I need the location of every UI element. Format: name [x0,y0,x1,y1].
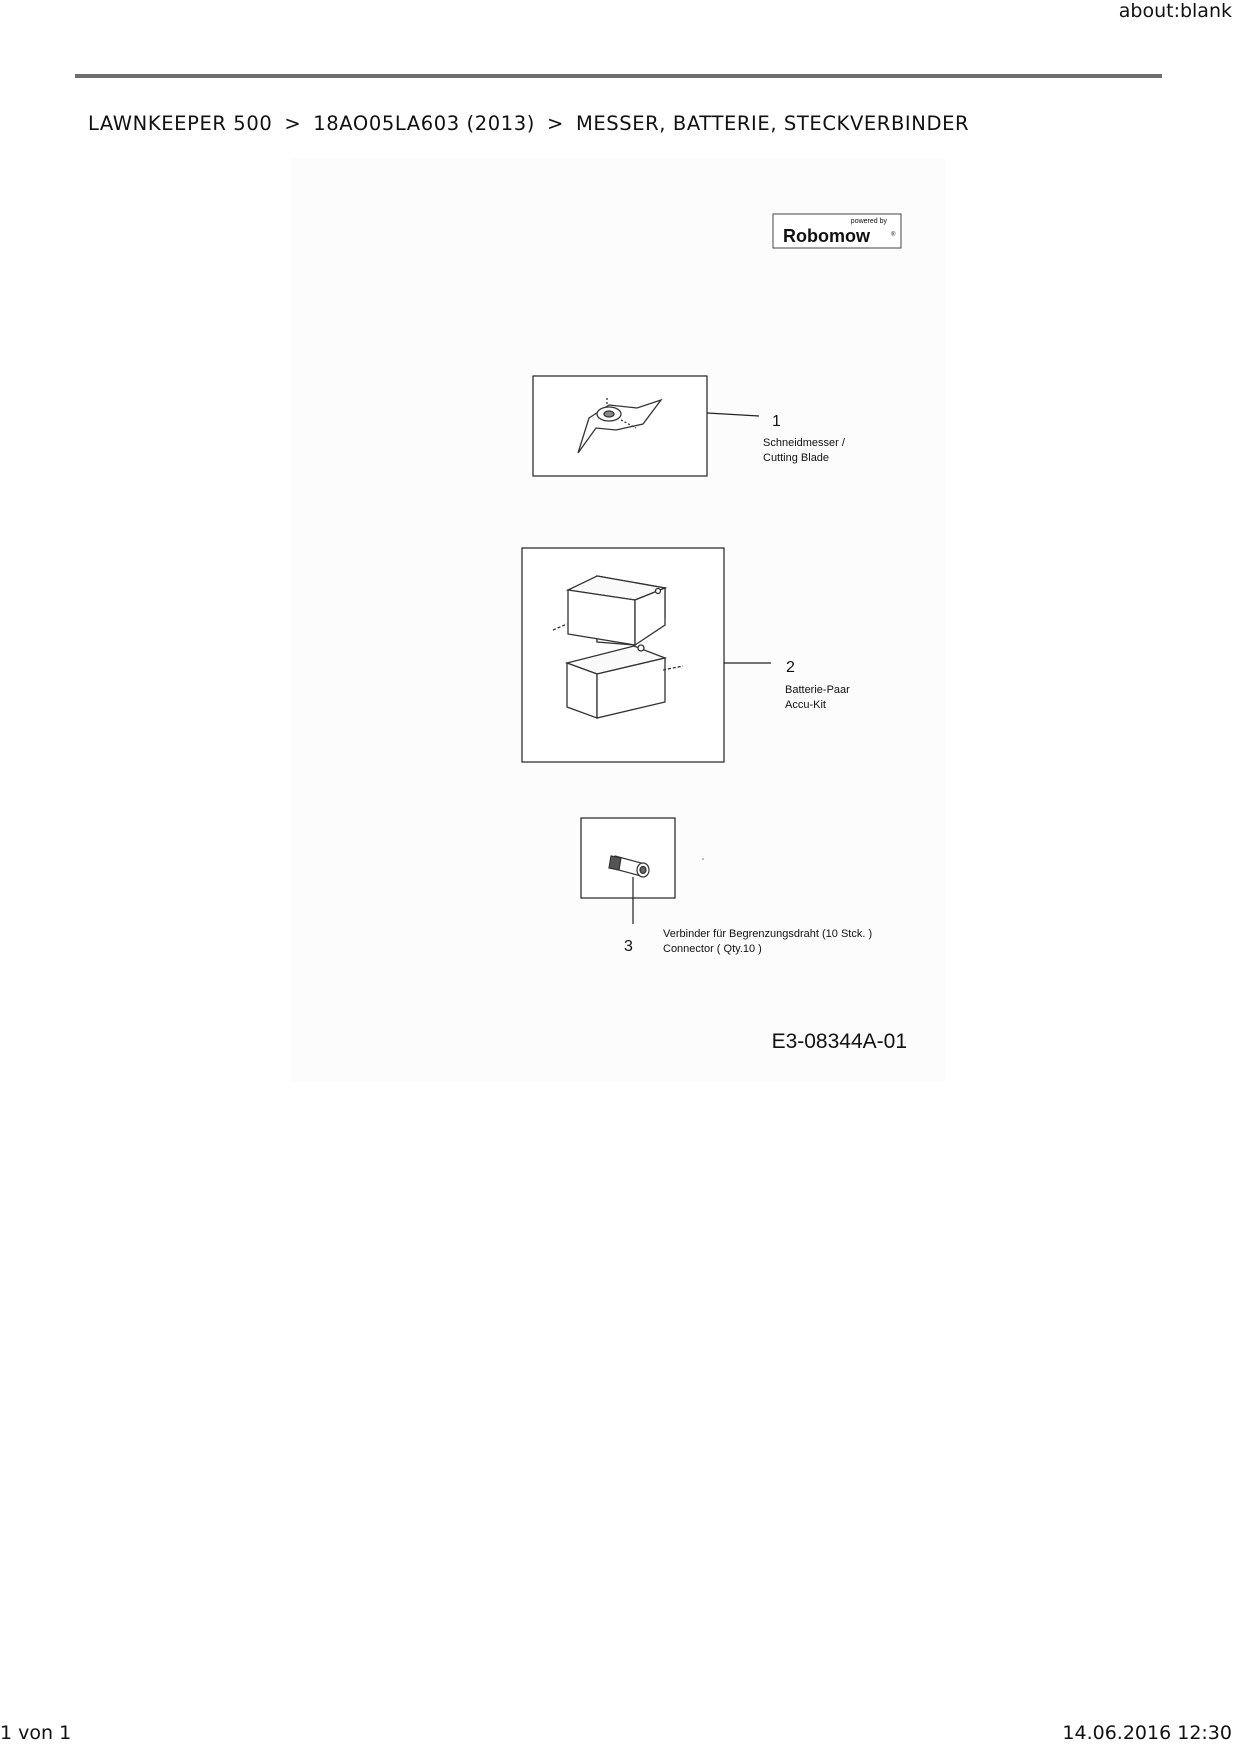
page-count: 1 von 1 [0,1722,72,1744]
breadcrumb [88,112,969,135]
parts-diagram [291,158,945,1082]
part-3-number: 3 [624,938,633,955]
part-1-blade[interactable] [533,376,846,476]
robomow-logo [773,214,901,248]
part-3-label-de: Verbinder für Begrenzungsdraht (10 Stck. ) [663,928,873,940]
part-2-battery[interactable] [522,548,850,762]
part-1-leader [707,413,759,416]
part-2-label-de: Batterie-Paar [785,684,850,696]
part-1-label-en: Cutting Blade [763,452,830,464]
breadcrumb-variant[interactable]: 18AO05LA603 (2013) [313,112,535,135]
breadcrumb-model[interactable]: LAWNKEEPER 500 [88,112,273,135]
part-2-number: 2 [786,659,795,676]
part-1-label-de: Schneidmesser / [763,437,845,449]
breadcrumb-separator: > [546,112,564,135]
print-timestamp: 14.06.2016 12:30 [1062,1722,1232,1744]
part-3-label-en: Connector ( Qty.10 ) [663,943,762,955]
part-3-connector[interactable] [581,818,872,955]
part-1-number: 1 [772,413,781,430]
logo-brand-text: Robomow [783,226,870,246]
browser-url: about:blank [1118,0,1232,22]
breadcrumb-separator: > [284,112,302,135]
part-3-box [581,818,675,898]
breadcrumb-section: MESSER, BATTERIE, STECKVERBINDER [575,112,970,135]
drawing-code: E3-08344A-01 [771,1030,907,1053]
header-divider [75,74,1162,78]
part-2-label-en: Accu-Kit [785,699,826,711]
logo-mark: ® [891,232,896,238]
logo-small-text: powered by [850,218,887,225]
